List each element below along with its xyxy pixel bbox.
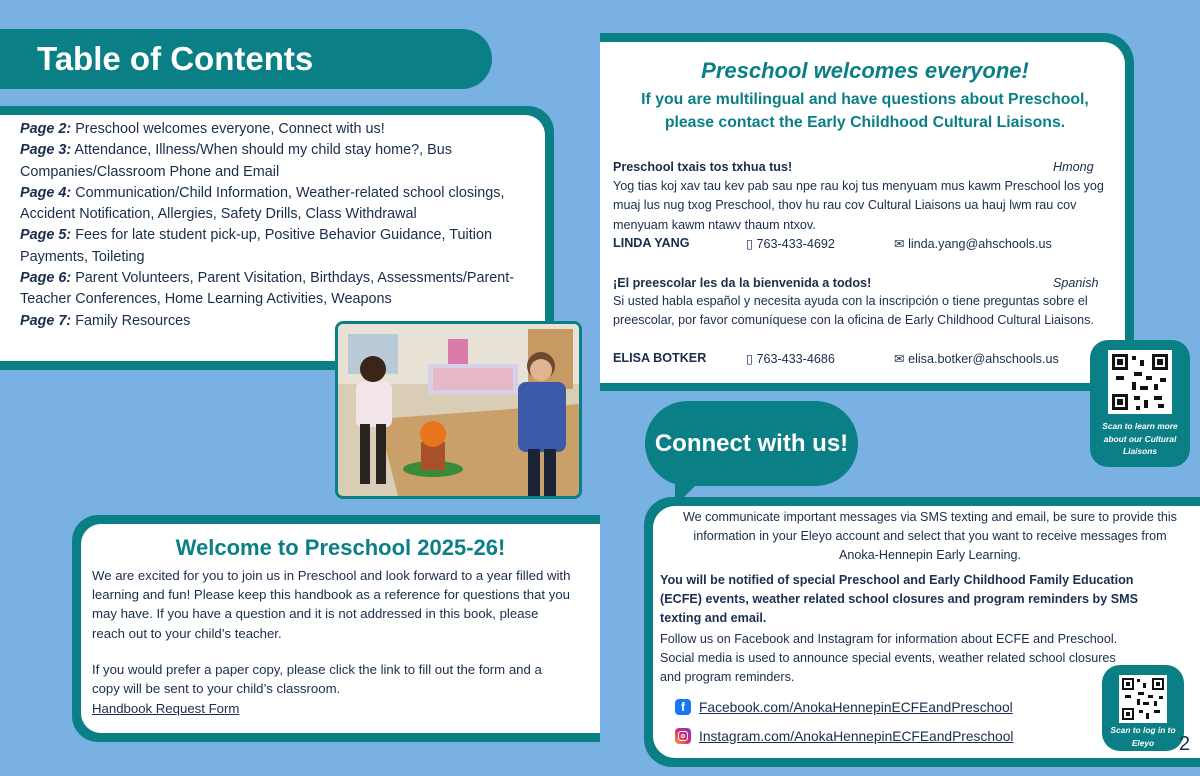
spanish-email[interactable] [894,351,1059,366]
toc-page-label: Page 5: [20,227,72,244]
toc-item-text: Communication/Child Information, Weather-related school closings, Accident Notification, Allergies, Safety Drills, Class Withdrawal [20,184,505,223]
mail-icon: ✉ [894,237,905,251]
hmong-liaison-name: LINDA YANG [613,236,690,250]
facebook-icon: f [675,699,691,715]
mail-icon: ✉ [894,352,905,366]
liaison-subtitle-line-1: If you are multilingual and have questions about Preschool, [641,91,1089,108]
toc-item-text: Parent Volunteers, Parent Visitation, Birthdays, Assessments/Parent-Teacher Conferences, Home Learning Activities, Weapons [20,270,515,308]
toc-item[interactable] [20,268,540,311]
connect-bubble-tail [675,480,701,506]
toc-item-text: Attendance, Illness/When should my child stay home?, Bus Companies/Classroom Phone and Email [20,142,452,180]
hmong-heading: Preschool txais tos txhua tus! [613,160,793,174]
toc-page-label: Page 7: [20,312,72,329]
liaison-subtitle-line-2: please contact the Early Childhood Cultural Liaisons. [664,114,1066,131]
toc-item-text: Preschool welcomes everyone, Connect with us! [71,121,385,137]
instagram-link[interactable]: Instagram.com/AnokaHennepinECFEandPreschool [699,728,1014,744]
welcome-title: Welcome to Preschool 2025-26! [175,535,506,560]
spanish-body: Si usted habla español y necesita ayuda con la inscripción o tiene preguntas sobre el preescolar, por favor comuníquese con la oficina de Early Childhood Cultural Liaisons. [613,294,1094,328]
liaison-title: Preschool welcomes everyone! [701,58,1029,83]
toc-page-label: Page 4: [20,184,72,201]
phone-icon: ▯ [746,237,753,251]
classroom-photo-illustration [338,324,579,496]
page-number: 2 [1179,733,1191,755]
toc-item[interactable] [20,140,540,183]
hmong-language-label: Hmong [1053,160,1094,174]
toc-list [20,119,540,332]
connect-title: Connect with us! [654,430,849,457]
toc-page-label: Page 6: [20,270,72,287]
welcome-paragraph-1: We are excited for you to join us in Preschool and look forward to a year filled with learning and fun! Please keep this handbook as a reference for questions that you may have. If you have a question and it is not addressed in this book, please reach out to your child’s teacher. [92,568,571,641]
connect-paragraph-1: We communicate important messages via SMS texting and email, be sure to provide this information in your Eleyo account and select that you want to receive messages from Anoka-Hennepin Early Learning. [683,510,1177,563]
classroom-photo [335,321,582,499]
email-address: elisa.botker@ahschools.us [908,352,1059,366]
facebook-link-row[interactable] [675,699,1013,715]
toc-page-label: Page 2: [20,121,72,137]
spanish-phone[interactable] [746,351,835,366]
spanish-language-label: Spanish [1053,276,1099,290]
toc-page-label: Page 3: [20,142,72,159]
eleyo-qr-caption: Scan to log in to Eleyo [1110,725,1176,748]
qr-code-icon [1119,675,1167,723]
hmong-body: Yog tias koj xav tau kev pab sau npe rau koj tus menyuam mus kawm Preschool los yog muaj lus nug txog Preschool, thov hu rau cov Cultural Liaisons ua hauj lwm rau cov menyuam kawm ntawv thaum ntxov. [613,179,1104,232]
handbook-request-link[interactable]: Handbook Request Form [92,701,240,716]
welcome-paragraph-2: If you would prefer a paper copy, please click the link to fill out the form and a copy will be sent to your child’s classroom. [92,662,542,697]
spanish-heading: ¡El preescolar les da la bienvenida a todos! [613,276,872,290]
toc-item-text: Fees for late student pick-up, Positive Behavior Guidance, Tuition Payments, Toileting [20,227,492,265]
instagram-icon [675,728,691,744]
toc-item[interactable] [20,119,540,140]
toc-item-text: Family Resources [71,312,191,329]
qr-code-icon [1108,350,1172,414]
liaison-qr-caption: Scan to learn more about our Cultural Liaisons [1102,421,1178,457]
instagram-link-row[interactable] [675,728,1013,744]
connect-paragraph-3: Follow us on Facebook and Instagram for information about ECFE and Preschool. Social media is used to announce special events, weather related school closures and program reminders. [660,632,1118,685]
liaison-subtitle [600,88,1130,134]
eleyo-qr-badge[interactable] [1102,665,1184,751]
email-address: linda.yang@ahschools.us [908,237,1052,251]
toc-item[interactable] [20,183,540,226]
phone-icon: ▯ [746,352,753,366]
phone-number: 763-433-4692 [756,237,835,251]
hmong-email[interactable] [894,236,1052,251]
spanish-liaison-name: ELISA BOTKER [613,351,707,365]
hmong-phone[interactable] [746,236,835,251]
toc-item[interactable] [20,225,540,268]
liaison-qr-badge[interactable] [1090,340,1190,467]
facebook-link[interactable]: Facebook.com/AnokaHennepinECFEandPreschool [699,699,1013,715]
phone-number: 763-433-4686 [756,352,835,366]
toc-title: Table of Contents [37,40,314,77]
connect-paragraph-2: You will be notified of special Preschool and Early Childhood Family Education (ECFE) events, weather related school closures and program reminders by SMS texting and email. [660,573,1139,626]
